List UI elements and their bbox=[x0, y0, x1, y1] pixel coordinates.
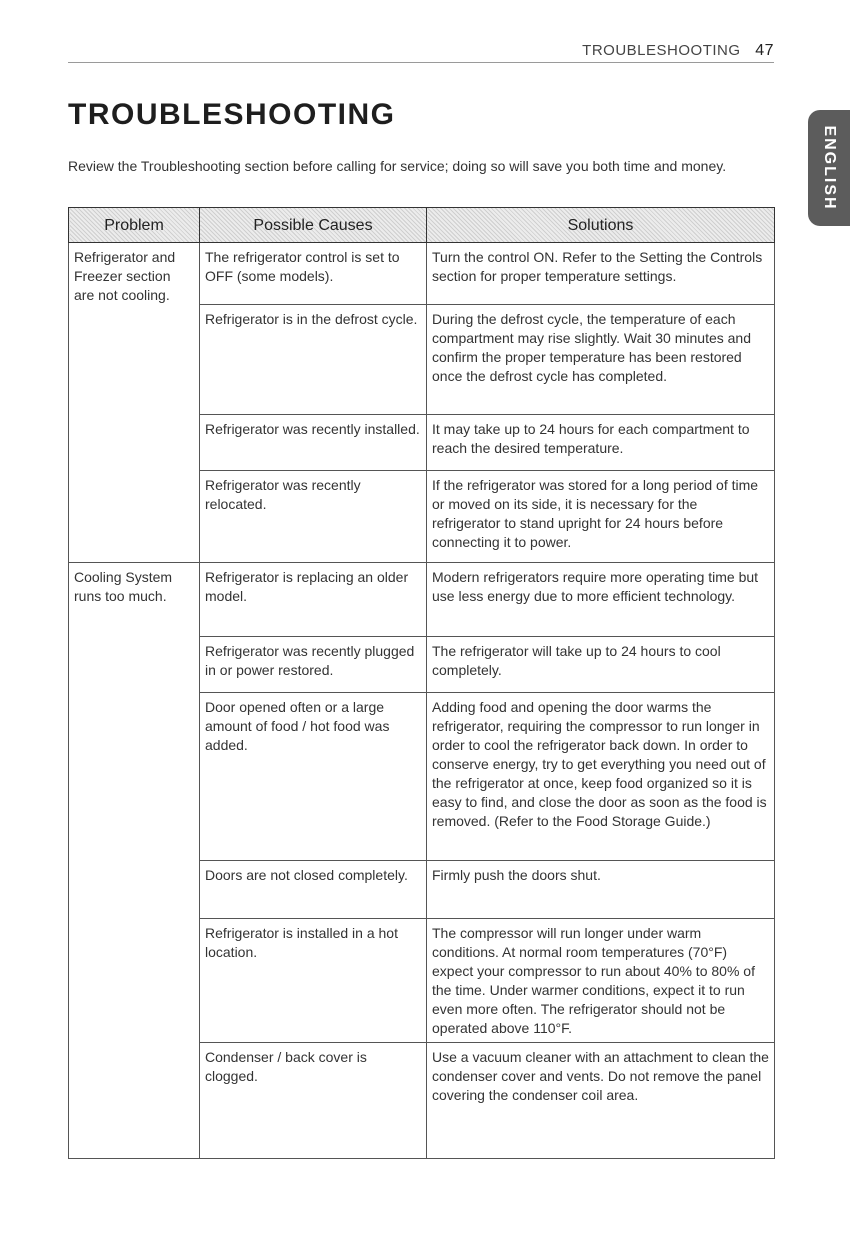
cause-cell: Refrigerator is replacing an older model. bbox=[200, 563, 427, 637]
solution-cell: It may take up to 24 hours for each compartment to reach the desired temperature. bbox=[427, 415, 775, 471]
solution-cell: Adding food and opening the door warms the refrigerator, requiring the compressor to run longer in order to cool the refrigerator back down. In order to conserve energy, try to get everything you need out of the refrigerator at once, keep food organized so it is easy to find, and close the door as soon as the food is removed. (Refer to the Food Storage Guide.) bbox=[427, 693, 775, 861]
cause-cell: Refrigerator is in the defrost cycle. bbox=[200, 305, 427, 415]
solution-cell: During the defrost cycle, the temperature of each compartment may rise slightly. Wait 30 minutes and confirm the proper temperature has been restored once the defrost cycle has completed. bbox=[427, 305, 775, 415]
running-header bbox=[68, 42, 774, 63]
cause-cell: Refrigerator was recently plugged in or power restored. bbox=[200, 637, 427, 693]
solution-cell: The refrigerator will take up to 24 hours to cool completely. bbox=[427, 637, 775, 693]
solution-cell: Use a vacuum cleaner with an attachment to clean the condenser cover and vents. Do not remove the panel covering the condenser coil area. bbox=[427, 1043, 775, 1159]
table-row bbox=[69, 563, 775, 637]
page-title: TROUBLESHOOTING bbox=[68, 98, 396, 131]
solution-cell: Turn the control ON. Refer to the Setting the Controls section for proper temperature settings. bbox=[427, 243, 775, 305]
cause-cell: Condenser / back cover is clogged. bbox=[200, 1043, 427, 1159]
table-header-row bbox=[69, 208, 775, 243]
language-tab bbox=[808, 110, 850, 226]
solution-cell: Modern refrigerators require more operating time but use less energy due to more efficient technology. bbox=[427, 563, 775, 637]
solution-cell: If the refrigerator was stored for a long period of time or moved on its side, it is necessary for the refrigerator to stand upright for 24 hours before connecting it to power. bbox=[427, 471, 775, 563]
cause-cell: Refrigerator was recently installed. bbox=[200, 415, 427, 471]
header-section-title: TROUBLESHOOTING bbox=[582, 42, 741, 59]
header-problem: Problem bbox=[69, 208, 200, 243]
page-number: 47 bbox=[755, 42, 774, 59]
intro-paragraph: Review the Troubleshooting section before calling for service; doing so will save you both time and money. bbox=[68, 158, 727, 174]
cause-cell: Doors are not closed completely. bbox=[200, 861, 427, 919]
cause-cell: Refrigerator is installed in a hot location. bbox=[200, 919, 427, 1043]
table-row bbox=[69, 243, 775, 305]
problem-cell: Refrigerator and Freezer section are not cooling. bbox=[69, 243, 200, 563]
header-possible-causes: Possible Causes bbox=[200, 208, 427, 243]
solution-cell: Firmly push the doors shut. bbox=[427, 861, 775, 919]
solution-cell: The compressor will run longer under warm conditions. At normal room temperatures (70°F) expect your compressor to run about 40% to 80% of the time. Under warmer conditions, expect it to run even more often. The refrigerator should not be operated above 110°F. bbox=[427, 919, 775, 1043]
cause-cell: Refrigerator was recently relocated. bbox=[200, 471, 427, 563]
problem-cell: Cooling System runs too much. bbox=[69, 563, 200, 1159]
header-solutions: Solutions bbox=[427, 208, 775, 243]
cause-cell: The refrigerator control is set to OFF (some models). bbox=[200, 243, 427, 305]
troubleshooting-table bbox=[68, 207, 775, 1159]
cause-cell: Door opened often or a large amount of food / hot food was added. bbox=[200, 693, 427, 861]
language-tab-label: ENGLISH bbox=[821, 125, 838, 211]
